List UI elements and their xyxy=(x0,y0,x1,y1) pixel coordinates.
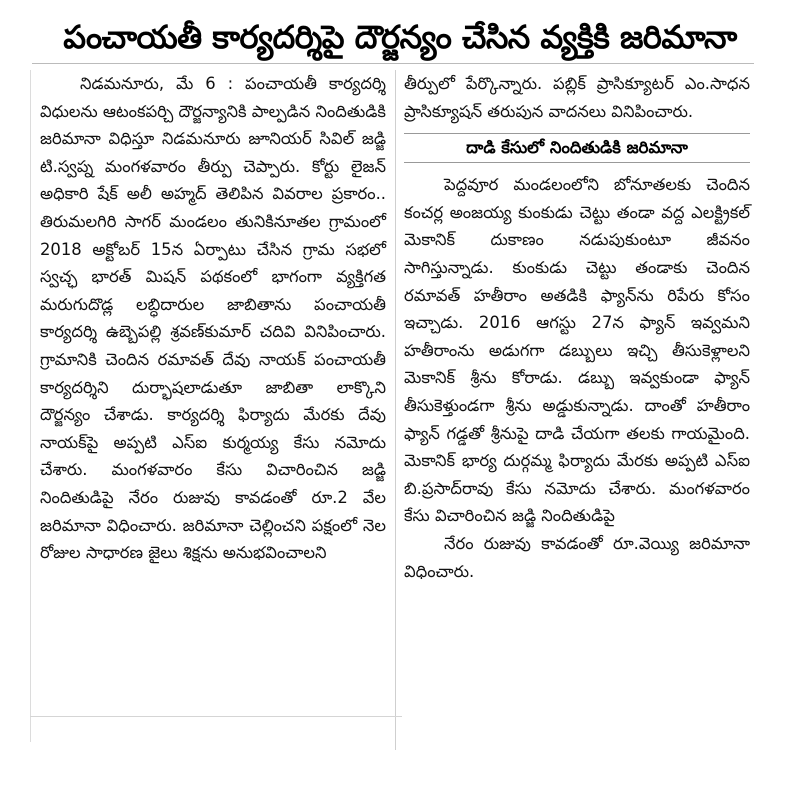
headline-divider xyxy=(32,63,754,64)
left-paragraph-1: నిడమనూరు, మే 6 : పంచాయతీ కార్యదర్శి విధులను ఆటంకపర్చి దౌర్జన్యానికి పాల్పడిన నిందితుడికి జరిమానా విధిస్తూ నిడమనూరు జూనియర్ సివిల్ జడ్జి టి.స్వప్న మంగళవారం తీర్పు చెప్పారు. కోర్టు లైజన్ అధికారి షేక్ అలీ అహ్మద్ తెలిపిన వివరాల ప్రకారం.. తిరుమలగిరి సాగర్ మండలం తునికినూతల గ్రామంలో 2018 అక్టోబర్ 15న ఏర్పాటు చేసిన గ్రామ సభలో స్వచ్ఛ భారత్ మిషన్ పథకంలో భాగంగా వ్యక్తిగత మరుగుదొడ్ల లబ్ధిదారుల జాబితాను పంచాయతీ కార్యదర్శి ఉబ్బెపల్లి శ్రవణ్‌కుమార్ చదివి వినిపించారు. గ్రామానికి చెందిన రమావత్ దేవు నాయక్ పంచాయతీ కార్యదర్శిని దుర్భాషలాడుతూ జాబితా లాక్కొని దౌర్జన్యం చేశాడు. కార్యదర్శి ఫిర్యాదు మేరకు దేవు నాయక్‌పై అప్పటి ఎస్ఐ కుర్మయ్య కేసు నమోదు చేశారు. మంగళవారం కేసు విచారించిన జడ్జి నిందితుడిపై నేరం రుజువు కావడంతో రూ.2 వేల జరిమానా విధించారు. జరిమానా చెల్లించని పక్షంలో నెల రోజుల సాధారణ జైలు శిక్షను అనుభవించాలని xyxy=(40,74,386,563)
article-headline: పంచాయతీ కార్యదర్శిపై దౌర్జన్యం చేసిన వ్యక్తికి జరిమానా xyxy=(63,18,737,56)
article-right-column xyxy=(404,70,750,585)
column-divider xyxy=(395,70,396,750)
right-continuation: తీర్పులో పేర్కొన్నారు. పబ్లిక్ ప్రాసిక్యూటర్ ఎం.సాధన ప్రాసిక్యూషన్ తరుపున వాదనలు వినిపించారు. xyxy=(404,74,750,121)
article-left-column xyxy=(40,70,386,567)
right-paragraph-1: పెద్దవూర మండలంలోని బోనూతలకు చెందిన కంచర్ల అంజయ్య కుంకుడు చెట్టు తండా వద్ద ఎలక్ట్రికల్ మెకానిక్ దుకాణం నడుపుకుంటూ జీవనం సాగిస్తున్నాడు. కుంకుడు చెట్టు తండాకు చెందిన రమావత్ హతీరాం అతడికి ఫ్యాన్‌ను రిపేరు కోసం ఇచ్చాడు. 2016 ఆగస్టు 27న ఫ్యాన్ ఇవ్వమని హతీరాంను అడుగగా డబ్బులు ఇచ్చి తీసుకెళ్లాలని మెకానిక్ శ్రీను కోరాడు. డబ్బు ఇవ్వకుండా ఫ్యాన్ తీసుకెళ్తుండగా శ్రీను అడ్డుకున్నాడు. దాంతో హతీరాం ఫ్యాన్ గడ్డతో శ్రీనుపై దాడి చేయగా తలకు గాయమైంది. మెకానిక్ భార్య దుర్గమ్మ ఫిర్యాదు మేరకు అప్పటి ఎస్ఐ బి.ప్రసాద్‌రావు కేసు నమోదు చేశారు. మంగళవారం కేసు విచారించిన జడ్జి నిందితుడిపై xyxy=(404,175,750,526)
subheadline: దాడి కేసులో నిందితుడికి జరిమానా xyxy=(404,133,750,163)
left-border-rule xyxy=(30,70,31,742)
right-paragraph-2: నేరం రుజువు కావడంతో రూ.వెయ్యి జరిమానా విధించారు. xyxy=(404,533,750,581)
bottom-border-rule xyxy=(30,716,402,717)
